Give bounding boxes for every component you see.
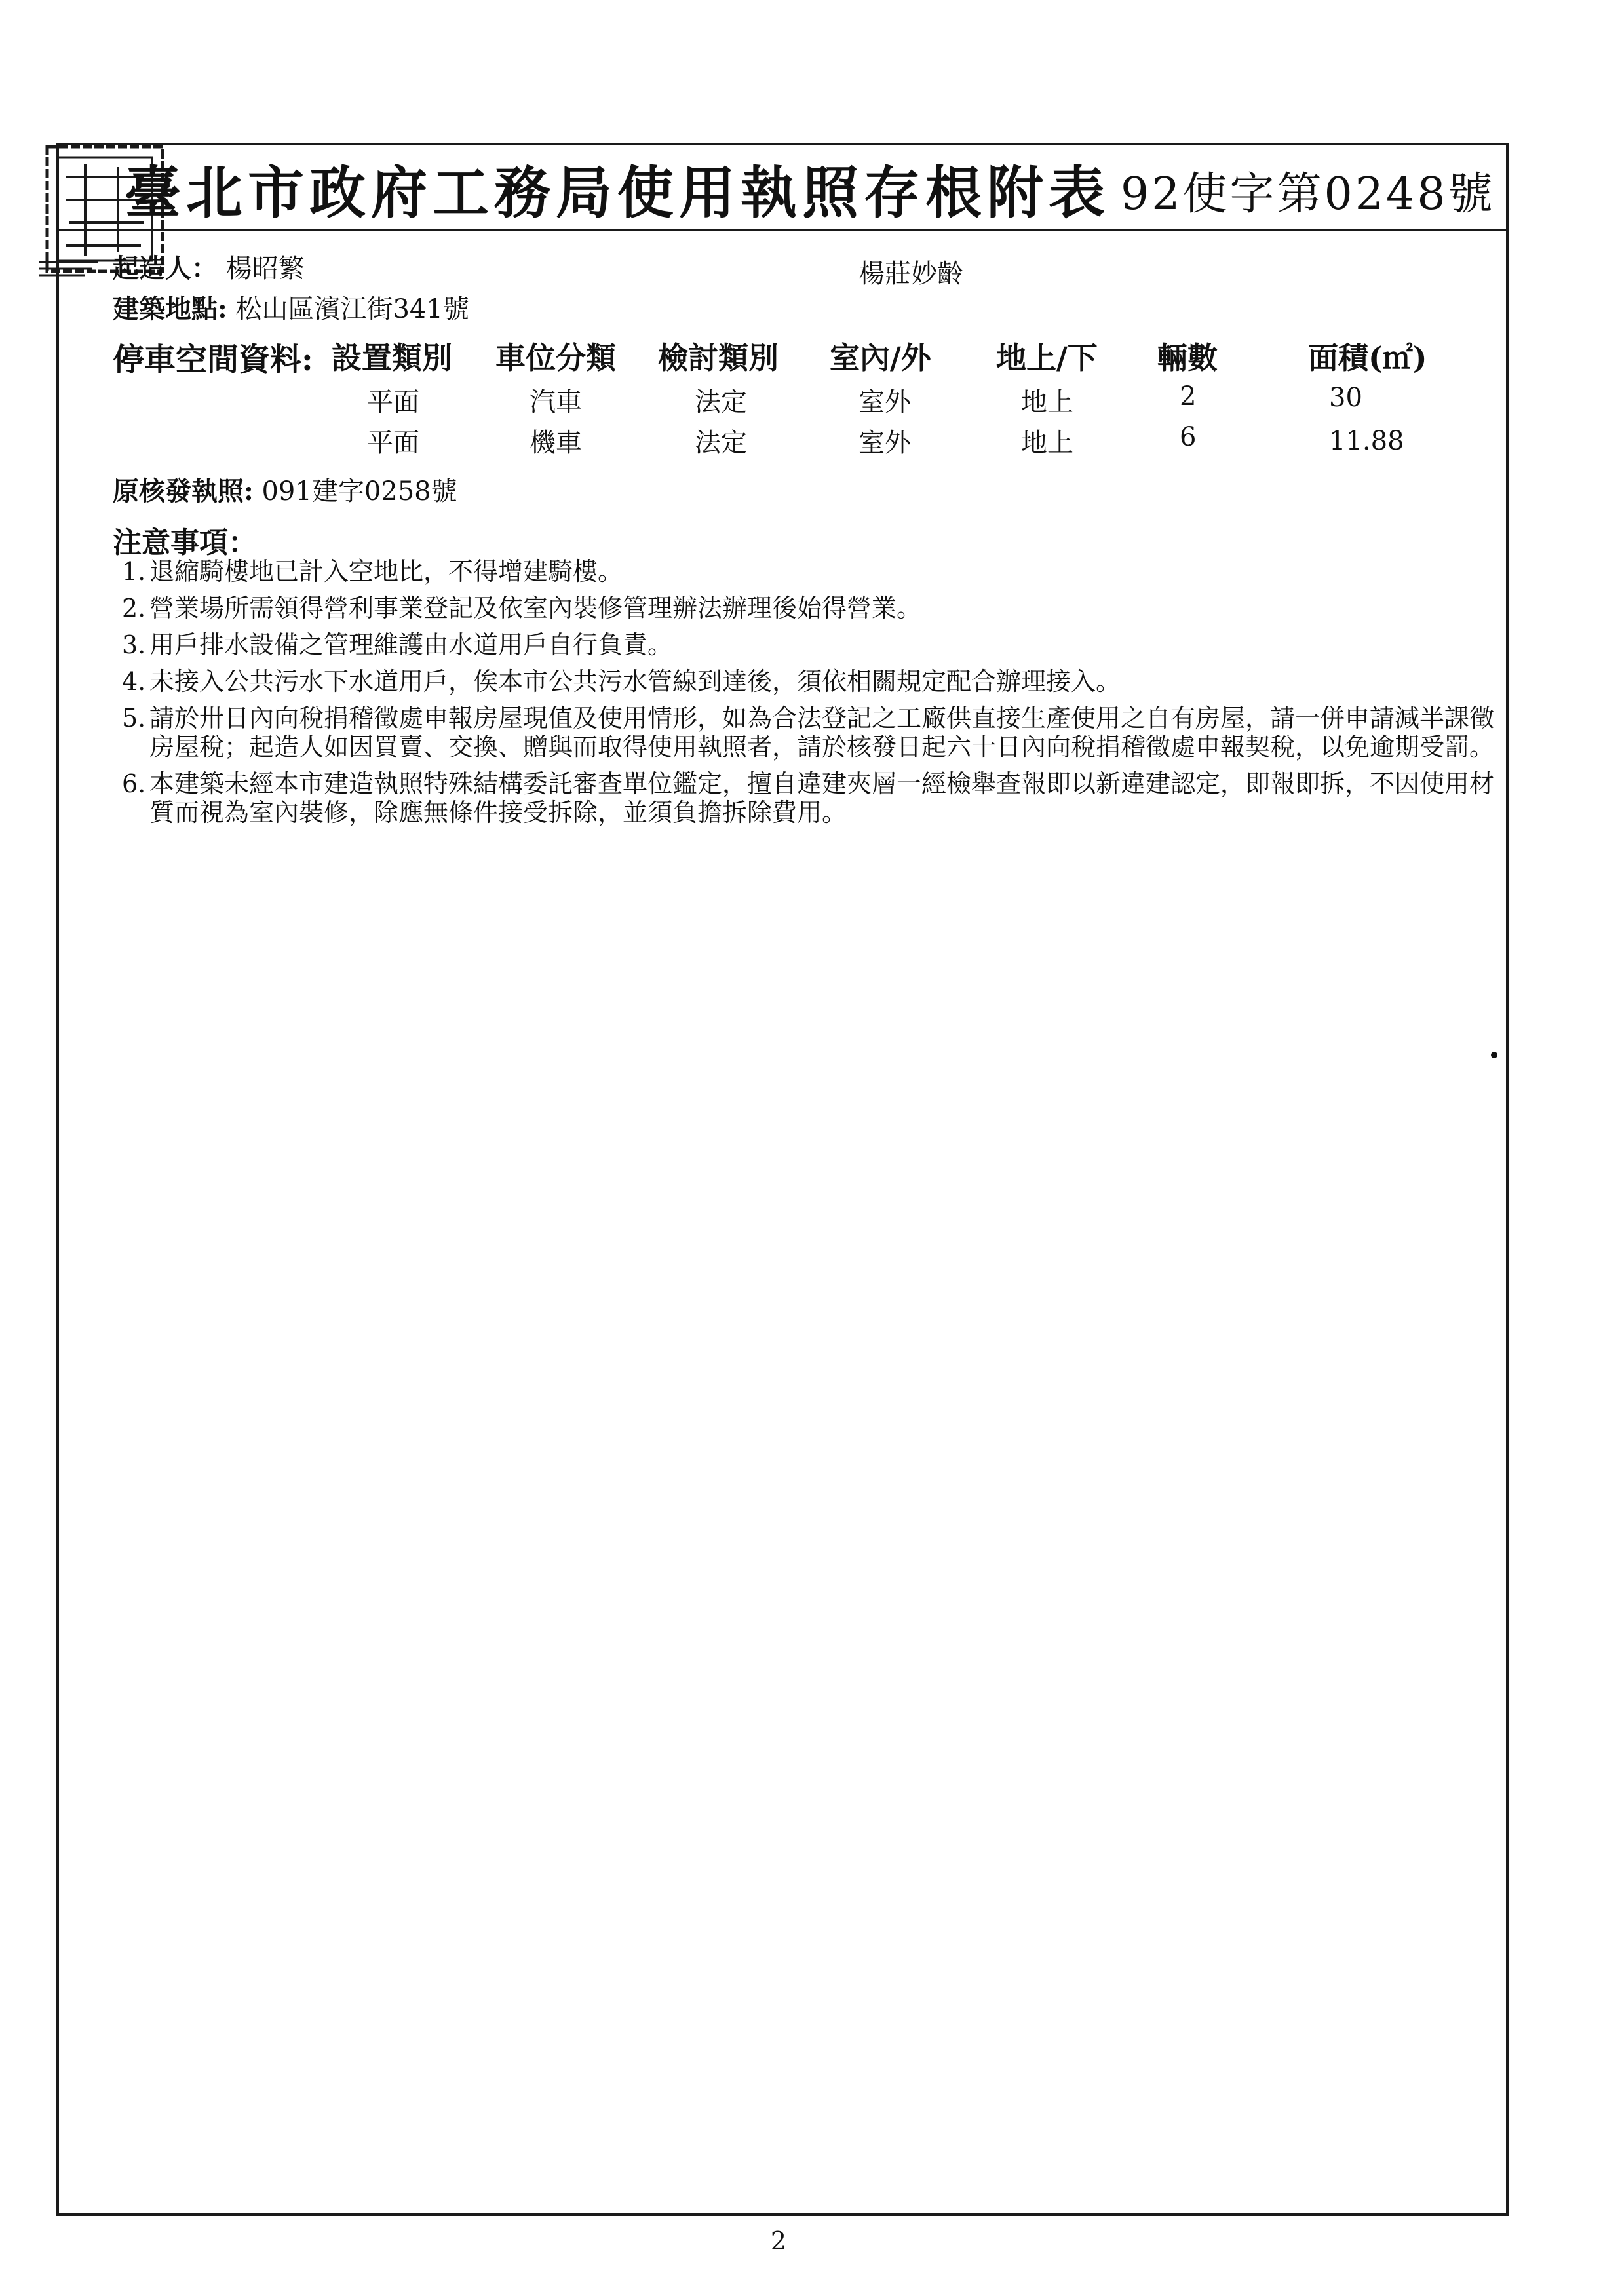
note-item [122, 557, 1518, 586]
parking-row2-review: 法定 [695, 428, 747, 458]
parking-row2-setup: 平面 [367, 428, 419, 458]
parking-row2-indoor: 室外 [858, 428, 911, 458]
note-item [122, 667, 1518, 696]
parking-row2-count: 6 [1180, 422, 1197, 452]
original-permit-label: 原核發執照: [113, 476, 254, 507]
address-value: 松山區濱江街341號 [235, 294, 469, 324]
note-number: 1. [122, 557, 146, 586]
parking-row2-level: 地上 [1021, 428, 1073, 458]
parking-row1-setup: 平面 [367, 387, 419, 417]
parking-row1-level: 地上 [1021, 387, 1073, 417]
note-number: 6. [122, 769, 146, 798]
note-item [122, 769, 1518, 827]
col-setup-type: 設置類別 [332, 340, 452, 375]
scan-speck [1491, 1052, 1497, 1058]
applicant-name: 楊昭繁 [225, 254, 305, 284]
note-text: 退縮騎樓地已計入空地比，不得增建騎樓。 [149, 557, 623, 586]
col-above-below: 地上/下 [996, 340, 1098, 375]
note-number: 4. [122, 667, 146, 696]
col-review-type: 檢討類別 [658, 340, 779, 375]
note-text: 本建築未經本市建造執照特殊結構委託審查單位鑑定，擅自違建夾層一經檢舉查報即以新違建認定，即報即拆，不因使用材質而視為室內裝修，除應無條件接受拆除，並須負擔拆除費用。 [149, 769, 1495, 827]
applicant-row [113, 248, 305, 285]
col-space-class: 車位分類 [495, 340, 616, 375]
note-text: 用戶排水設備之管理維護由水道用戶自行負責。 [149, 630, 673, 659]
parking-row2-area: 11.88 [1329, 426, 1404, 456]
note-number: 5. [122, 704, 146, 733]
page-number: 2 [770, 2227, 787, 2255]
original-permit-row [113, 470, 457, 508]
col-indoor-outdoor: 室內/外 [830, 340, 931, 375]
note-number: 3. [122, 630, 146, 659]
original-permit-value: 091建字0258號 [261, 476, 457, 507]
parking-row1-indoor: 室外 [858, 387, 911, 417]
col-area: 面積(㎡) [1308, 340, 1427, 375]
note-item [122, 630, 1518, 659]
note-text: 營業場所需領得營利事業登記及依室內裝修管理辦法辦理後始得營業。 [149, 594, 922, 622]
note-number: 2. [122, 594, 146, 622]
col-count: 輛數 [1157, 340, 1218, 375]
note-item [122, 704, 1518, 761]
parking-row2-class: 機車 [530, 428, 582, 458]
parking-label: 停車空間資料: [113, 341, 313, 378]
document-title: 臺北市政府工務局使用執照存根附表 [125, 160, 1110, 226]
parking-row1-class: 汽車 [530, 387, 582, 417]
address-label: 建築地點: [113, 294, 227, 324]
note-item [122, 594, 1518, 622]
permit-number: 92使字第0248號 [1121, 168, 1495, 220]
notes-list [122, 557, 1518, 835]
co-applicant-name: 楊莊妙齡 [858, 259, 963, 289]
note-text: 未接入公共污水下水道用戶，俟本市公共污水管線到達後，須依相關規定配合辦理接入。 [149, 667, 1121, 696]
document-frame [56, 143, 1509, 2216]
parking-row1-area: 30 [1329, 383, 1362, 413]
address-row [113, 288, 469, 326]
parking-row1-count: 2 [1180, 381, 1197, 411]
notes-title: 注意事項： [113, 526, 257, 560]
parking-row1-review: 法定 [695, 387, 747, 417]
note-text: 請於卅日內向稅捐稽徵處申報房屋現值及使用情形，如為合法登記之工廠供直接生產使用之自有房屋，請一併申請減半課徵房屋稅；起造人如因買賣、交換、贈與而取得使用執照者，請於核發日起六十日內向稅捐稽徵處申報契稅，以免逾期受罰。 [149, 704, 1495, 761]
applicant-label: 起造人： [113, 253, 218, 284]
title-divider [56, 229, 1509, 231]
